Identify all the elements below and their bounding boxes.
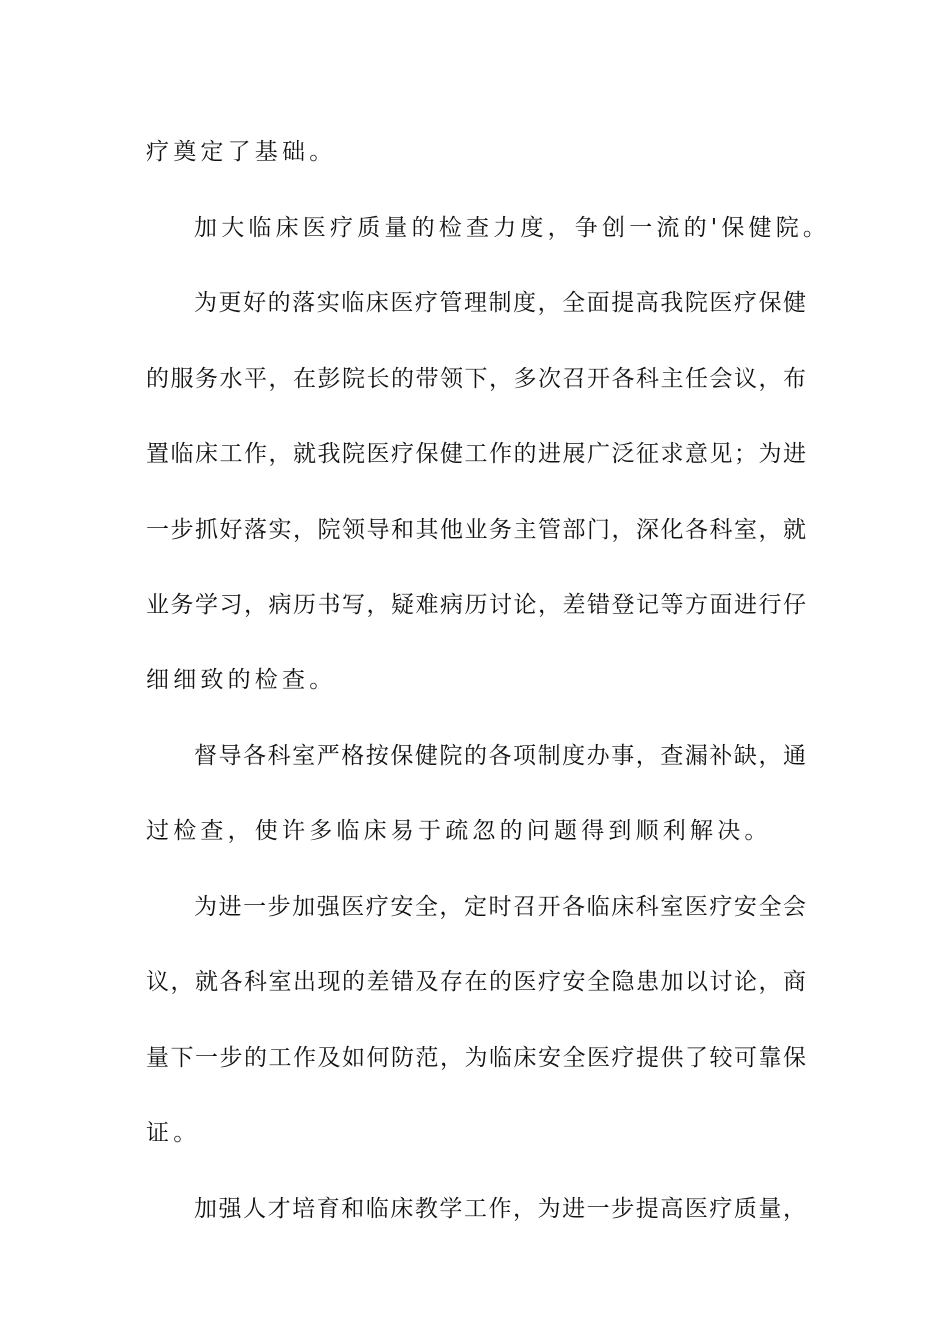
text-line: 过检查，使许多临床易于疏忽的问题得到顺利解决。 (146, 818, 772, 844)
text-line: 督导各科室严格按保健院的各项制度办事，查漏补缺，通 (194, 743, 806, 769)
text-line: 细细致的检查。 (146, 667, 337, 693)
text-line: 业务学习，病历书写，疑难病历讨论，差错登记等方面进行仔 (146, 592, 806, 618)
text-line: 为更好的落实临床医疗管理制度，全面提高我院医疗保健 (194, 290, 806, 316)
text-line: 疗奠定了基础。 (146, 139, 337, 165)
text-line: 置临床工作，就我院医疗保健工作的进展广泛征求意见；为进 (146, 441, 806, 467)
text-line: 证。 (146, 1120, 201, 1146)
text-line: 为进一步加强医疗安全，定时召开各临床科室医疗安全会 (194, 894, 806, 920)
text-line: 的服务水平，在彭院长的带领下，多次召开各科主任会议，布 (146, 366, 806, 392)
text-line: 加强人才培育和临床教学工作，为进一步提高医疗质量， (194, 1196, 806, 1222)
paragraph-heading: 加大临床医疗质量的检查力度，争创一流的'保健院。 (194, 215, 831, 241)
text-line: 一步抓好落实，院领导和其他业务主管部门，深化各科室，就 (146, 517, 806, 543)
text-line: 量下一步的工作及如何防范，为临床安全医疗提供了较可靠保 (146, 1045, 806, 1071)
text-line: 议，就各科室出现的差错及存在的医疗安全隐患加以讨论，商 (146, 969, 806, 995)
